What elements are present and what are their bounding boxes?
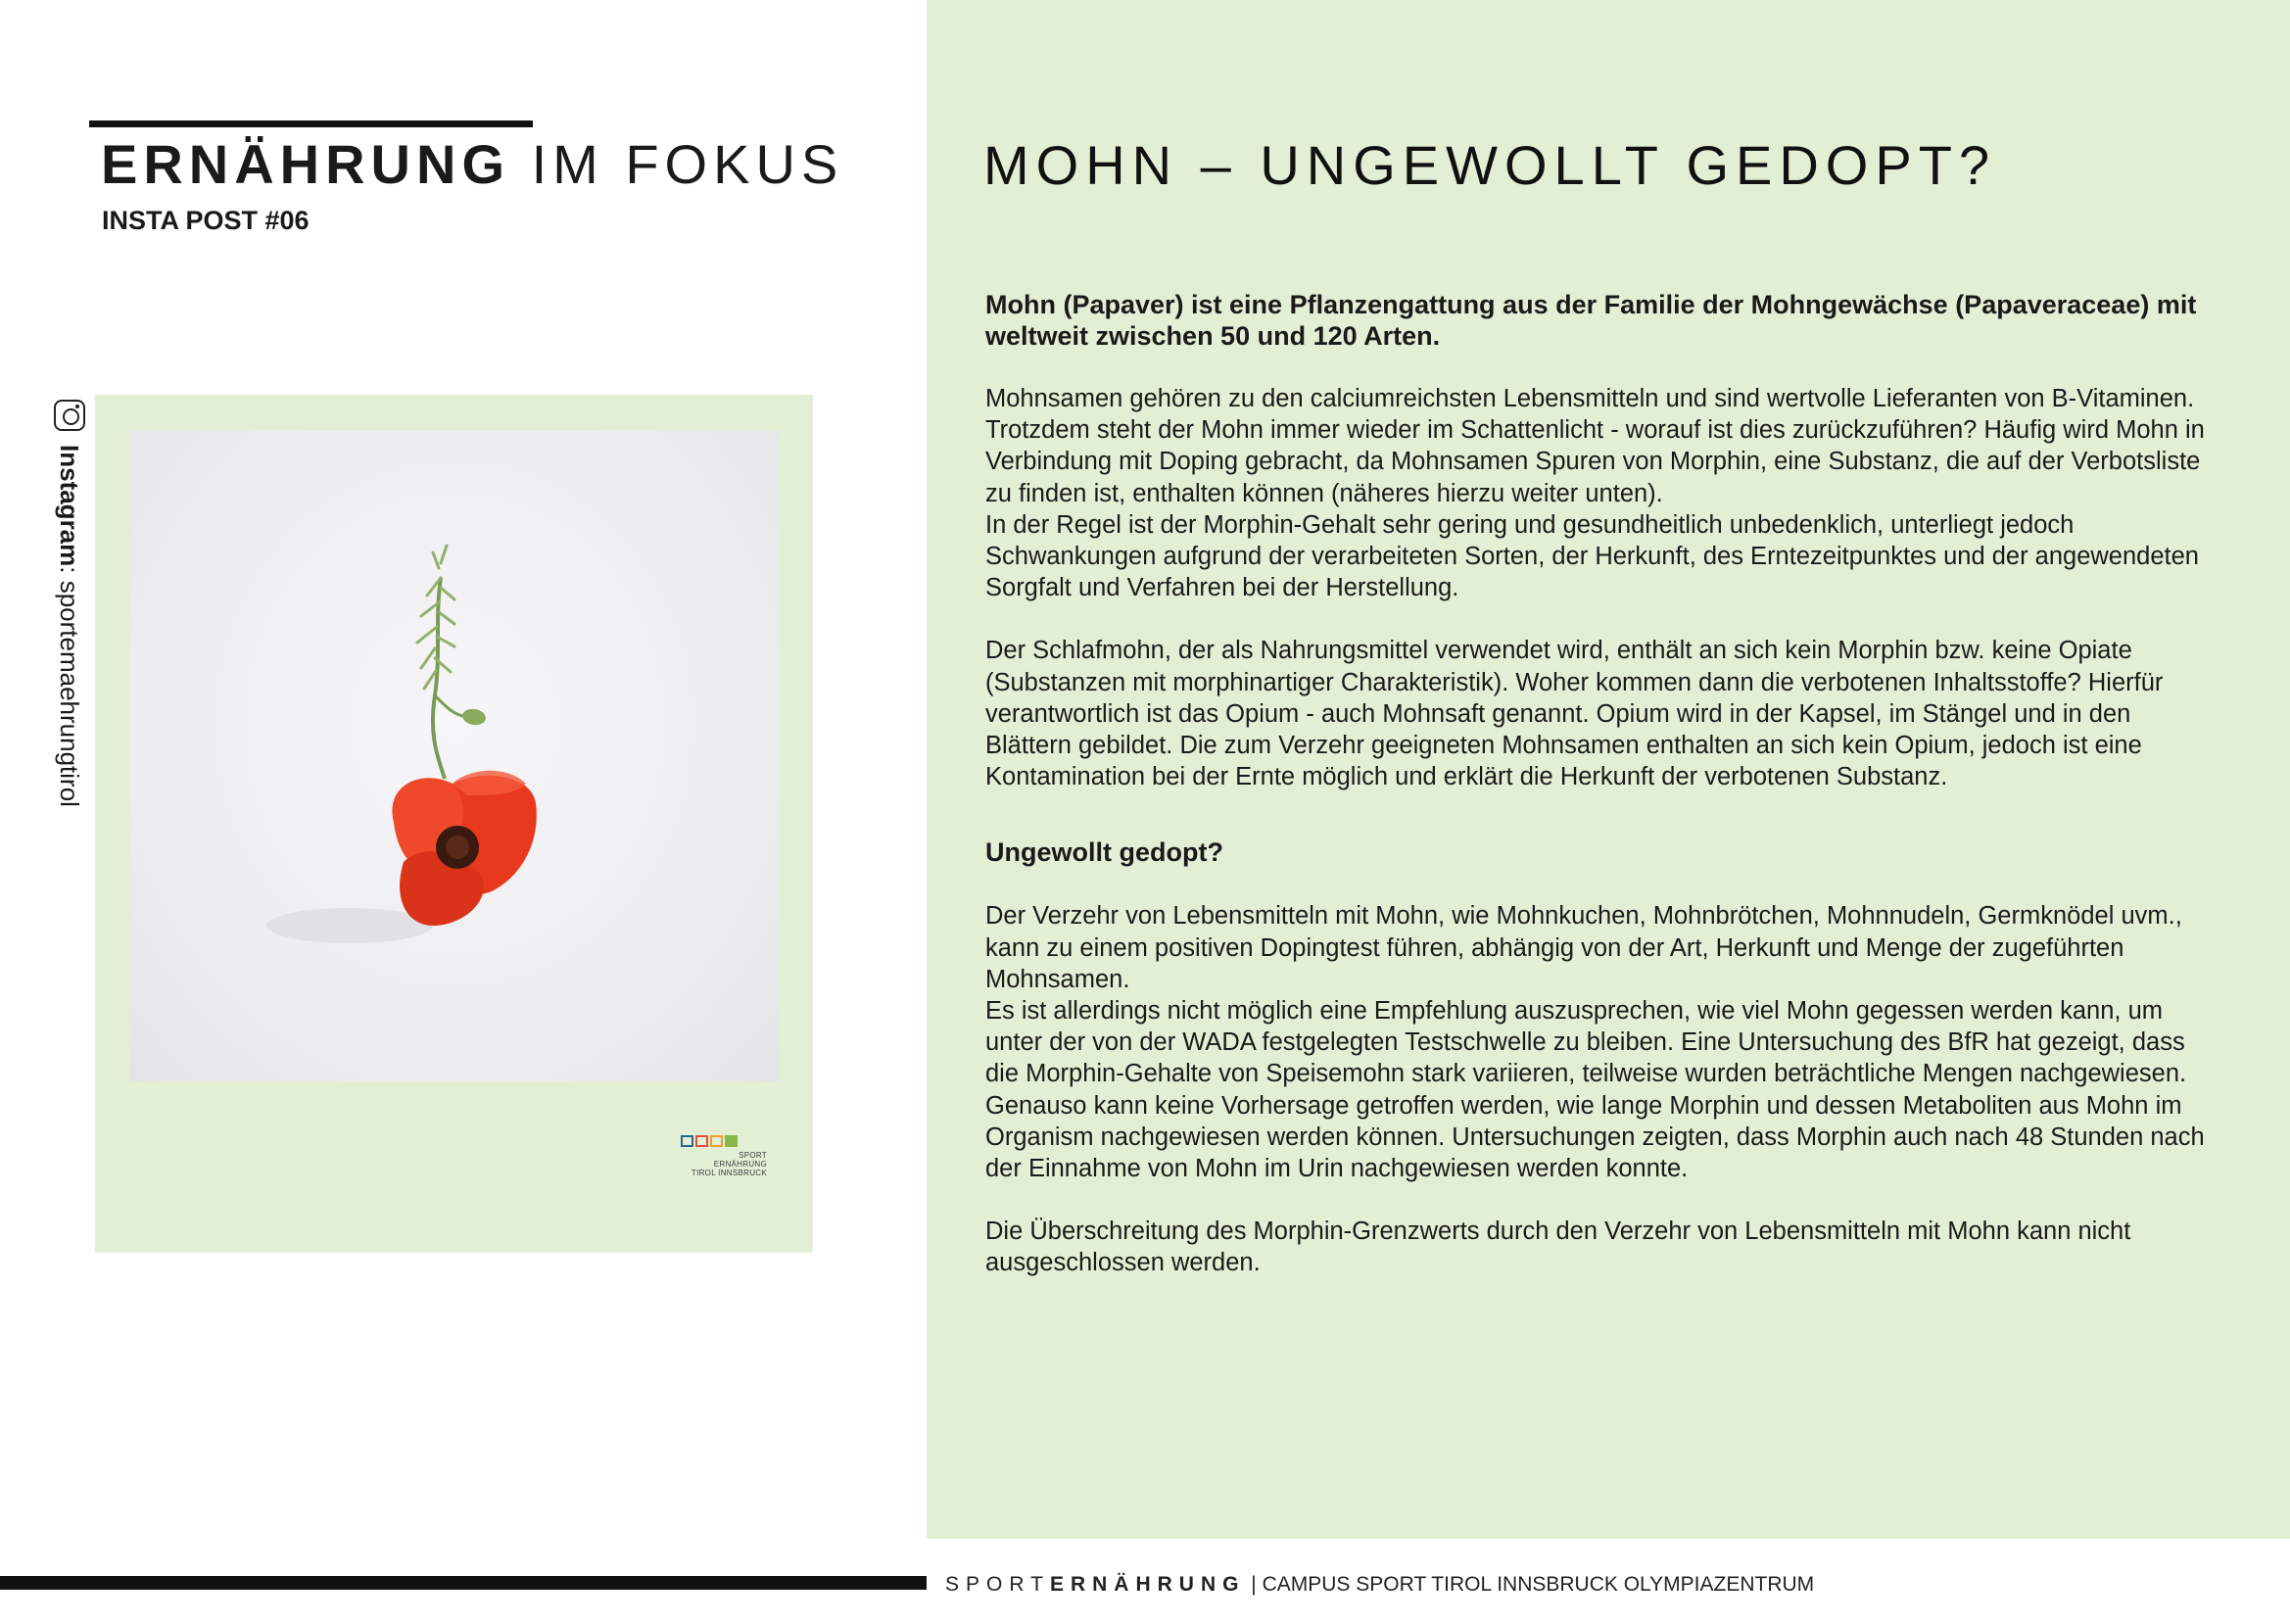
title-rule: [89, 120, 533, 127]
page-title-bold: ERNÄHRUNG: [101, 133, 510, 195]
footer-rest: | CAMPUS SPORT TIROL INNSBRUCK OLYMPIAZENTRUM: [1245, 1573, 1815, 1596]
body-paragraph: Der Verzehr von Lebensmitteln mit Mohn, wie Mohnkuchen, Mohnbrötchen, Mohnnudeln, Germknödel uvm., kann zu einem positiven Dopingtest führen, abhängig von der Art, Herkunft und Menge der zugeführten Mohnsamen.: [985, 902, 2182, 993]
footer-ernaehrung: ERNÄHRUNG: [1049, 1573, 1246, 1596]
poppy-photo: [129, 431, 780, 1081]
instagram-credit: [51, 400, 86, 811]
body-paragraph: Der Schlafmohn, der als Nahrungsmittel verwendet wird, enthält an sich kein Morphin bzw. keine Opiate (Substanzen mit morphinartiger Charakteristik). Woher kommen dann die verbotenen Inhaltsstoffe? Hierfür verantwortlich ist das Opium - auch Mohnsaft genannt. Opium wird in der Kapsel, im Stängel und in den Blättern gebildet. Die zum Verzehr geeigneten Mohnsamen enthalten an sich kein Opium, jedoch ist eine Kontamination bei der Ernte möglich und erklärt die Herkunft der verbotenen Substanz.: [985, 637, 2164, 791]
instagram-handle: : sportemaehrungtirol: [55, 566, 84, 807]
logo-square: [725, 1135, 738, 1147]
logo-square: [695, 1135, 708, 1147]
logo-square: [681, 1135, 693, 1147]
sport-ernaehrung-logo: [681, 1131, 769, 1190]
lead-paragraph: Mohn (Papaver) ist eine Pflanzengattung aus der Familie der Mohngewächse (Papaveraceae) mit weltweit zwischen 50 und 120 Arten.: [985, 290, 2197, 351]
page-title-light: IM FOKUS: [531, 133, 844, 195]
footer-text: [945, 1571, 1814, 1599]
logo-line-3: TIROL INNSBRUCK: [691, 1169, 767, 1177]
logo-line-2: ERNÄHRUNG: [713, 1160, 767, 1169]
body-paragraph: Die Überschreitung des Morphin-Grenzwerts durch den Verzehr von Lebensmitteln mit Mohn kann nicht ausgeschlossen werden.: [985, 1218, 2131, 1277]
instagram-label: Instagram: [55, 445, 84, 567]
page-title: [101, 131, 843, 198]
logo-squares: [681, 1135, 738, 1147]
post-subtitle: INSTA POST #06: [102, 206, 310, 235]
poppy-flower-illustration: [129, 431, 780, 1081]
instagram-icon: [54, 400, 85, 431]
article-headline: MOHN – UNGEWOLLT GEDOPT?: [983, 134, 1997, 196]
footer-sport: SPORT: [945, 1573, 1050, 1596]
logo-square: [710, 1135, 723, 1147]
section-heading: Ungewollt gedopt?: [985, 837, 1223, 868]
footer-bar: [0, 1576, 927, 1590]
body-paragraph: In der Regel ist der Morphin-Gehalt sehr gering und gesundheitlich unbedenklich, unterliegt jedoch Schwankungen aufgrund der verarbeiteten Sorten, der Herkunft, des Erntezeitpunktes und der angewendeten Sorgfalt und Verfahren bei der Herstellung.: [985, 510, 2199, 602]
article-body: [985, 289, 2210, 1279]
instagram-text: [53, 445, 86, 807]
photo-frame: [95, 395, 813, 1253]
body-paragraph: Es ist allerdings nicht möglich eine Empfehlung auszusprechen, wie viel Mohn gegessen werden kann, um unter der von der WADA festgelegten Testschwelle zu bleiben. Eine Untersuchung des BfR hat gezeigt, dass die Morphin-Gehalte von Speisemohn stark variieren, teilweise wurden beträchtliche Mengen nachgewiesen. Genauso kann keine Vorhersage getroffen werden, wie lange Morphin und dessen Metaboliten aus Mohn im Organism nachgewiesen werden können. Untersuchungen zeigten, dass Morphin auch nach 48 Stunden nach der Einnahme von Mohn im Urin nachgewiesen werden konnte.: [985, 997, 2205, 1183]
body-paragraph: Mohnsamen gehören zu den calciumreichsten Lebensmitteln und sind wertvolle Lieferanten von B-Vitaminen. Trotzdem steht der Mohn immer wieder im Schattenlicht - worauf ist dies zurückzuführen? Häufig wird Mohn in Verbindung mit Doping gebracht, da Mohnsamen Spuren von Morphin, eine Substanz, die auf der Verbotsliste zu finden ist, enthalten können (näheres hierzu weiter unten).: [985, 385, 2205, 507]
logo-line-1: SPORT: [739, 1151, 767, 1160]
